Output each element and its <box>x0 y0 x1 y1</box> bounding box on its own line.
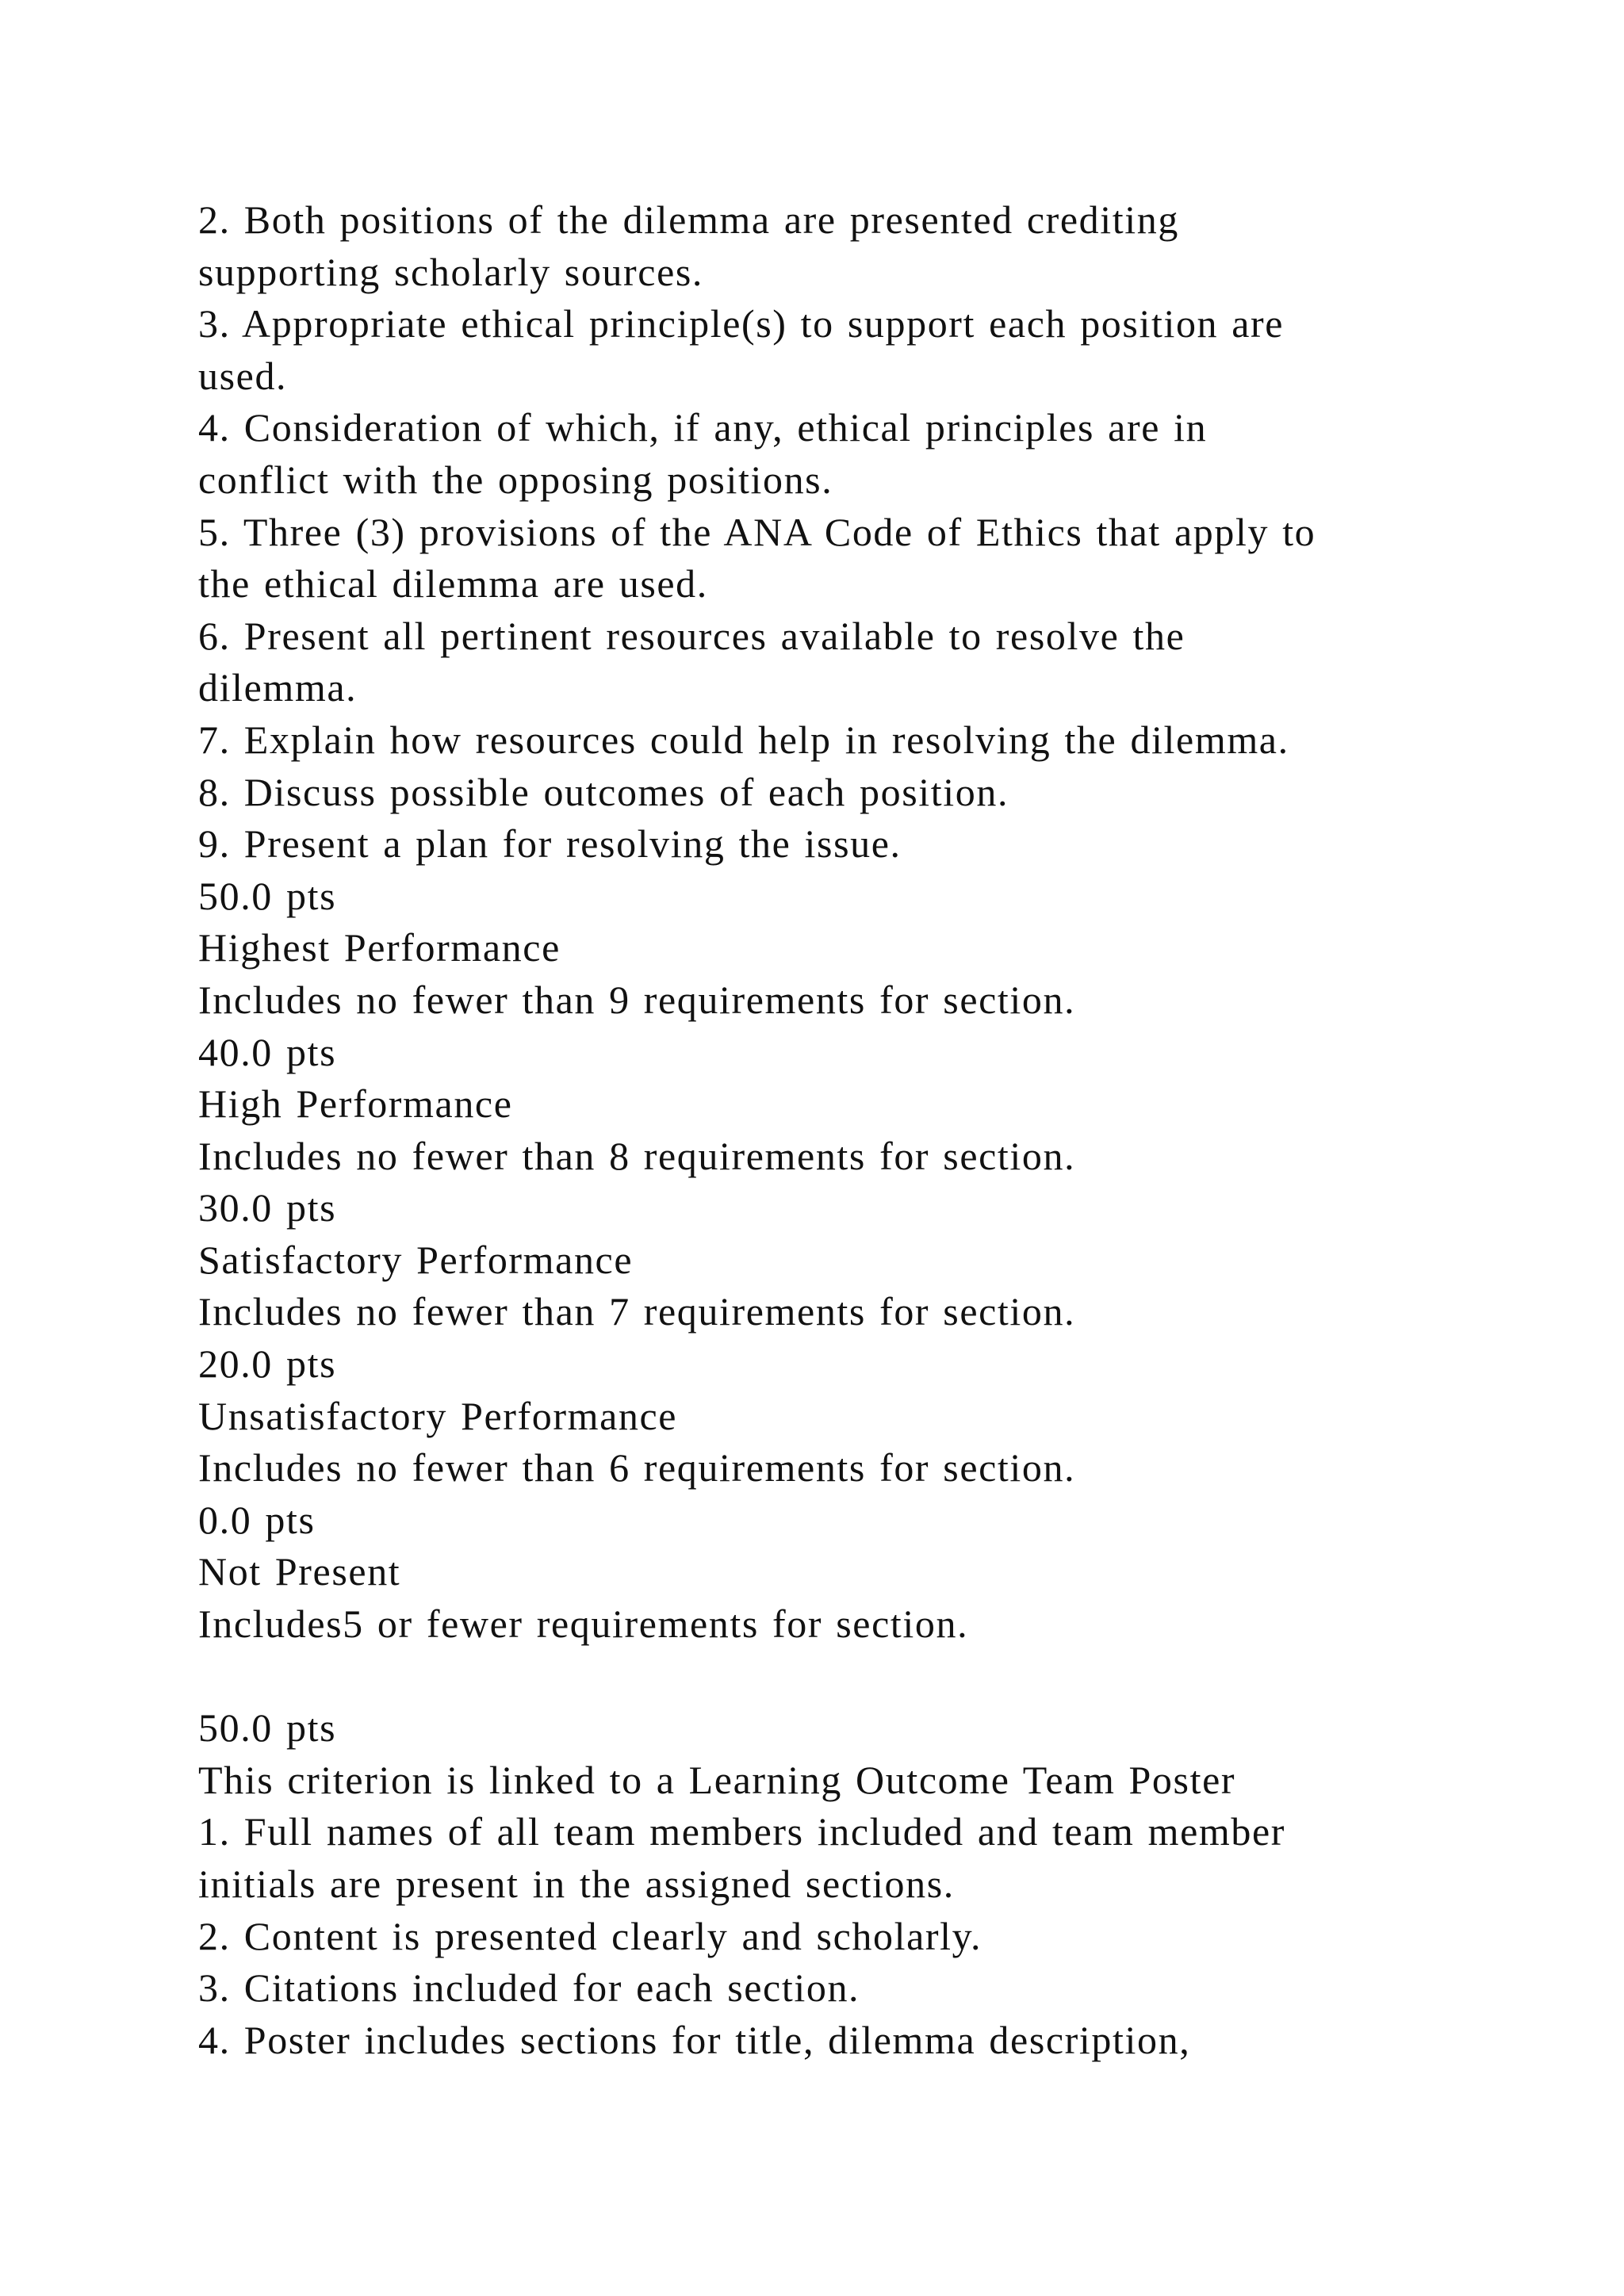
text-line: initials are present in the assigned sections. <box>198 1862 955 1906</box>
text-line: 6. Present all pertinent resources available to resolve the <box>198 613 1185 658</box>
text-line: 9. Present a plan for resolving the issue. <box>198 821 902 867</box>
rating-title: High Performance <box>198 1081 513 1127</box>
points-label: 50.0 pts <box>198 1705 337 1751</box>
text-line: 8. Discuss possible outcomes of each position. <box>198 769 1009 814</box>
criterion-title: This criterion is linked to a Learning Outcome Team Poster <box>198 1757 1236 1802</box>
text-line: 2. Both positions of the dilemma are presented crediting <box>198 197 1179 242</box>
text-line: dilemma. <box>198 665 358 710</box>
rating-title: Highest Performance <box>198 925 561 970</box>
rating-title: Unsatisfactory Performance <box>198 1393 678 1438</box>
points-label: 30.0 pts <box>198 1185 337 1230</box>
rating-description: Includes no fewer than 7 requirements for section. <box>198 1289 1076 1334</box>
rating-description: Includes5 or fewer requirements for section. <box>198 1601 969 1647</box>
text-line: used. <box>198 353 288 398</box>
text-line: 4. Poster includes sections for title, dilemma description, <box>198 2017 1191 2062</box>
points-label: 0.0 pts <box>198 1497 316 1542</box>
text-line: 7. Explain how resources could help in resolving the dilemma. <box>198 717 1289 762</box>
text-line: 3. Citations included for each section. <box>198 1965 860 2011</box>
text-line: 3. Appropriate ethical principle(s) to support each position are <box>198 301 1285 346</box>
rating-description: Includes no fewer than 8 requirements for section. <box>198 1133 1076 1178</box>
points-label: 40.0 pts <box>198 1029 337 1074</box>
rating-title: Not Present <box>198 1549 401 1594</box>
text-line: 1. Full names of all team members included and team member <box>198 1809 1286 1854</box>
points-label: 20.0 pts <box>198 1341 337 1387</box>
text-line: supporting scholarly sources. <box>198 249 704 294</box>
rating-description: Includes no fewer than 9 requirements for section. <box>198 977 1076 1022</box>
text-line: conflict with the opposing positions. <box>198 457 833 502</box>
text-line: 2. Content is presented clearly and scholarly. <box>198 1913 982 1958</box>
rating-description: Includes no fewer than 6 requirements for section. <box>198 1445 1076 1490</box>
rating-title: Satisfactory Performance <box>198 1237 634 1282</box>
points-label: 50.0 pts <box>198 873 337 918</box>
text-line: 5. Three (3) provisions of the ANA Code of Ethics that apply to <box>198 509 1316 554</box>
text-line: 4. Consideration of which, if any, ethical principles are in <box>198 405 1208 450</box>
blank-line <box>198 1651 1467 1703</box>
document-body <box>198 194 1467 2066</box>
text-line: the ethical dilemma are used. <box>198 561 708 607</box>
